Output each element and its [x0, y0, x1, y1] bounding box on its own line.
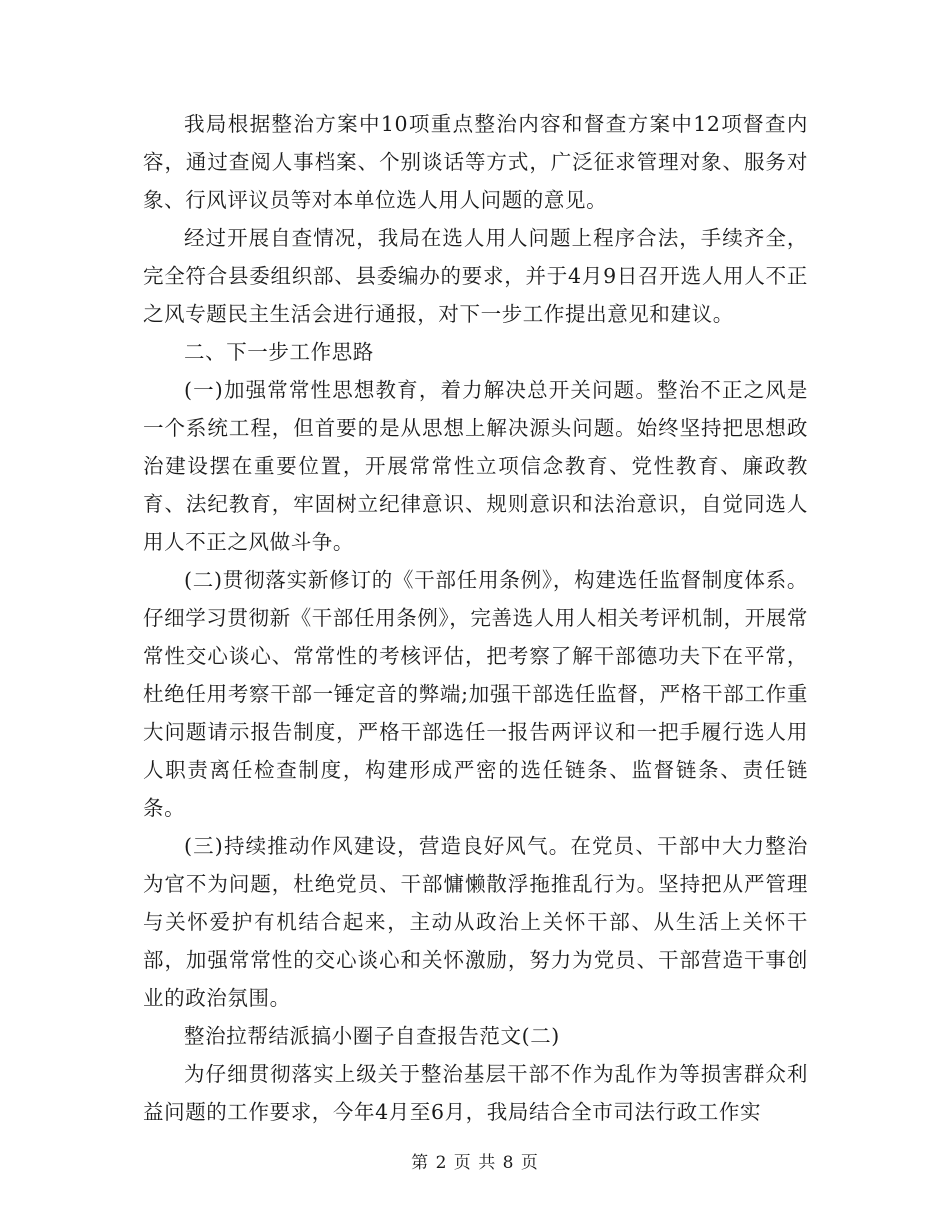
- paragraph-self-check-result: 经过开展自查情况，我局在选人用人问题上程序合法，手续齐全，完全符合县委组织部、县委编办的要求，并于4月9日召开选人用人不正之风专题民主生活会进行通报，对下一步工作提出意见和建议。: [143, 226, 808, 326]
- paragraph-item-one: (一)加强常常性思想教育，着力解决总开关问题。整治不正之风是一个系统工程，但首要的是从思想上解决源头问题。始终坚持把思想政治建设摆在重要位置，开展常常性立项信念教育、党性教育、廉政教育、法纪教育，牢固树立纪律意识、规则意识和法治意识，自觉同选人用人不正之风做斗争。: [143, 378, 808, 554]
- page-number-footer: 第 2 页 共 8 页: [411, 1153, 539, 1173]
- paragraph-sample-two-intro: 为仔细贯彻落实上级关于整治基层干部不作为乱作为等损害群众利益问题的工作要求，今年4月至6月，我局结合全市司法行政工作实: [143, 1062, 808, 1124]
- document-body: [143, 105, 808, 1131]
- section-heading-sample-two: 整治拉帮结派搞小圈子自查报告范文(二): [184, 1024, 560, 1048]
- paragraph-item-three: (三)持续推动作风建设，营造良好风气。在党员、干部中大力整治为官不为问题，杜绝党员、干部慵懒散浮拖推乱行为。坚持把从严管理与关怀爱护有机结合起来，主动从政治上关怀干部、从生活上关怀干部，加强常常性的交心谈心和关怀激励，努力为党员、干部营造干事创业的政治氛围。: [143, 834, 808, 1010]
- paragraph-survey-methods: 我局根据整治方案中10项重点整治内容和督查方案中12项督查内容，通过查阅人事档案、个别谈话等方式，广泛征求管理对象、服务对象、行风评议员等对本单位选人用人问题的意见。: [143, 112, 808, 212]
- paragraph-item-two: (二)贯彻落实新修订的《干部任用条例》，构建选任监督制度体系。仔细学习贯彻新《干部任用条例》，完善选人用人相关考评机制，开展常常性交心谈心、常常性的考核评估，把考察了解干部德功夫下在平常，杜绝任用考察干部一锤定音的弊端;加强干部选任监督，严格干部工作重大问题请示报告制度，严格干部选任一报告两评议和一把手履行选人用人职责离任检查制度，构建形成严密的选任链条、监督链条、责任链条。: [143, 568, 808, 820]
- section-heading-next-steps: 二、下一步工作思路: [184, 340, 374, 364]
